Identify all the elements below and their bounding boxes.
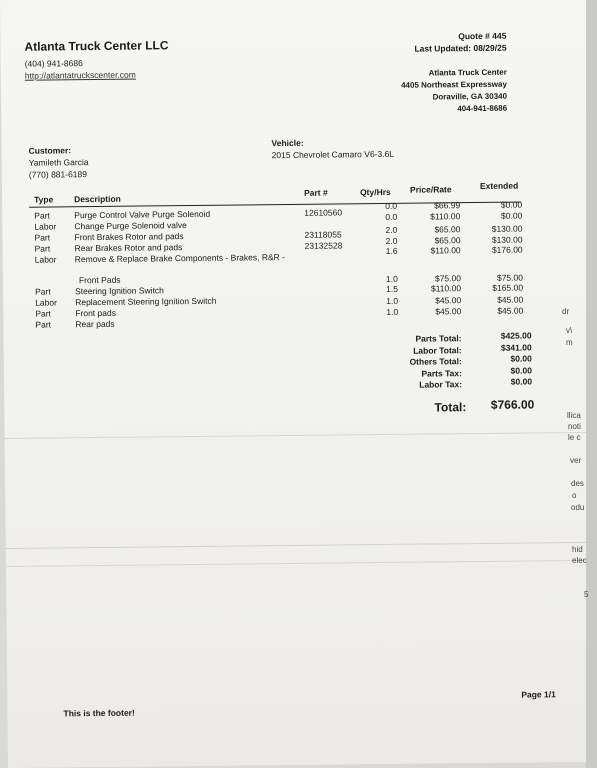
- cell-extended: $165.00: [492, 282, 524, 293]
- total-value: $0.00: [510, 364, 532, 376]
- address-line-2: 4405 Northeast Expressway: [401, 79, 507, 90]
- cell-price: $66.99: [434, 200, 461, 211]
- cell-part: 12610560: [304, 207, 343, 218]
- underlying-page-edge: [586, 0, 597, 768]
- total-value: $0.00: [510, 353, 532, 364]
- customer-label: Customer:: [28, 145, 72, 156]
- cell-qty: 1.0: [385, 273, 398, 284]
- side-scrap-text: noti: [568, 422, 581, 431]
- side-scrap-text: odu: [571, 503, 585, 512]
- cell-qty: 1.6: [385, 245, 398, 256]
- cell-extended: $0.00: [500, 199, 523, 210]
- cell-part: 23118055: [304, 229, 342, 240]
- cell-price: $110.00: [430, 211, 461, 222]
- scan-line: [5, 432, 591, 439]
- cell-extended: $176.00: [491, 244, 523, 255]
- cell-description: Change Purge Solenoid valve: [74, 220, 187, 232]
- cell-extended: $0.00: [500, 210, 523, 221]
- cell-qty: 1.0: [386, 295, 399, 306]
- address-line-1: Atlanta Truck Center: [428, 67, 507, 78]
- customer-name: Yamileth Garcia: [28, 157, 89, 168]
- side-scrap-text: o: [572, 491, 577, 500]
- cell-description: Steering Ignition Switch: [75, 285, 164, 297]
- cell-extended: $45.00: [497, 305, 524, 316]
- cell-type: Part: [35, 319, 52, 330]
- cell-qty: 2.0: [385, 224, 398, 235]
- scan-line: [6, 542, 592, 549]
- cell-description: Replacement Steering Ignition Switch: [75, 295, 217, 308]
- total-label: Others Total:: [409, 356, 462, 367]
- header-type: Type: [34, 194, 54, 205]
- cell-description: Purge Control Valve Purge Solenoid: [74, 208, 211, 221]
- vehicle-value: 2015 Chevrolet Camaro V6-3.6L: [271, 148, 395, 161]
- header-part: Part #: [303, 187, 328, 198]
- vehicle-label: Vehicle:: [271, 137, 304, 149]
- cell-price: $110.00: [430, 283, 462, 294]
- customer-phone: (770) 881-6189: [28, 169, 88, 180]
- cell-description: Front pads: [75, 307, 116, 319]
- cell-description: Front Brakes Rotor and pads: [74, 231, 184, 243]
- cell-type: Part: [35, 286, 51, 297]
- cell-price: $110.00: [430, 245, 461, 256]
- side-scrap-text: v\: [566, 326, 573, 335]
- side-scrap-text: m: [566, 338, 573, 347]
- cell-extended: $45.00: [497, 294, 524, 305]
- address-line-4: 404-941-8686: [457, 103, 508, 114]
- side-scrap-text: llica: [567, 411, 581, 420]
- total-label: Parts Total:: [415, 333, 462, 344]
- quote-number: Quote # 445: [458, 30, 507, 42]
- total-label: Labor Tax:: [419, 379, 463, 390]
- cell-description: Remove & Replace Brake Components - Brakes, R&R -: [74, 252, 285, 265]
- cell-type: Part: [34, 243, 51, 254]
- total-value: $425.00: [500, 330, 532, 341]
- cell-part: 23132528: [304, 240, 343, 251]
- header-price: Price/Rate: [409, 184, 452, 195]
- cell-type: Labor: [34, 221, 57, 232]
- cell-extended: $75.00: [496, 272, 523, 283]
- total-label: Labor Total:: [413, 344, 462, 356]
- company-name: Atlanta Truck Center LLC: [24, 38, 169, 54]
- address-line-3: Doraville, GA 30340: [432, 91, 508, 102]
- cell-price: $45.00: [435, 306, 462, 317]
- cell-price: $65.00: [434, 235, 461, 246]
- cell-description: Front Pads: [78, 274, 121, 286]
- last-updated: Last Updated: 08/29/25: [414, 42, 507, 54]
- cell-qty: 1.0: [386, 306, 399, 317]
- cell-extended: $130.00: [491, 234, 523, 245]
- company-phone: (404) 941-8686: [24, 58, 83, 69]
- side-scrap-text: ver: [570, 456, 582, 465]
- grand-total-label: Total:: [434, 400, 467, 415]
- cell-qty: 0.0: [385, 200, 398, 211]
- side-scrap-text: dr: [562, 307, 570, 316]
- cell-description: Rear pads: [75, 318, 115, 330]
- side-scrap-text: elec: [572, 556, 587, 565]
- side-scrap-text: 5: [584, 590, 589, 599]
- side-scrap-text: le c: [568, 433, 581, 442]
- cell-qty: 0.0: [385, 211, 398, 222]
- total-value: $0.00: [510, 376, 533, 387]
- cell-qty: 2.0: [385, 235, 398, 246]
- total-value: $341.00: [500, 341, 532, 353]
- cell-type: Part: [34, 232, 51, 243]
- side-scrap-text: hid: [572, 545, 583, 554]
- footer-text: This is the footer!: [63, 707, 135, 719]
- total-label: Parts Tax:: [421, 367, 462, 379]
- cell-extended: $130.00: [491, 223, 523, 234]
- company-url[interactable]: http://atlantatruckscenter.com: [24, 69, 136, 81]
- scan-line: [6, 560, 592, 567]
- header-qty: Qty/Hrs: [359, 186, 391, 198]
- header-extended: Extended: [479, 180, 519, 191]
- cell-type: Part: [35, 308, 51, 319]
- cell-type: Labor: [35, 297, 57, 308]
- cell-type: Labor: [34, 254, 57, 265]
- header-description: Description: [74, 193, 121, 205]
- cell-price: $75.00: [434, 273, 461, 284]
- cell-price: $65.00: [434, 224, 461, 235]
- cell-type: Part: [34, 210, 50, 221]
- page-number: Page 1/1: [521, 689, 556, 700]
- cell-description: Rear Brakes Rotor and pads: [74, 242, 183, 254]
- grand-total-value: $766.00: [490, 397, 535, 412]
- side-scrap-text: des: [571, 479, 584, 488]
- cell-price: $45.00: [435, 295, 462, 306]
- cell-qty: 1.5: [386, 283, 399, 294]
